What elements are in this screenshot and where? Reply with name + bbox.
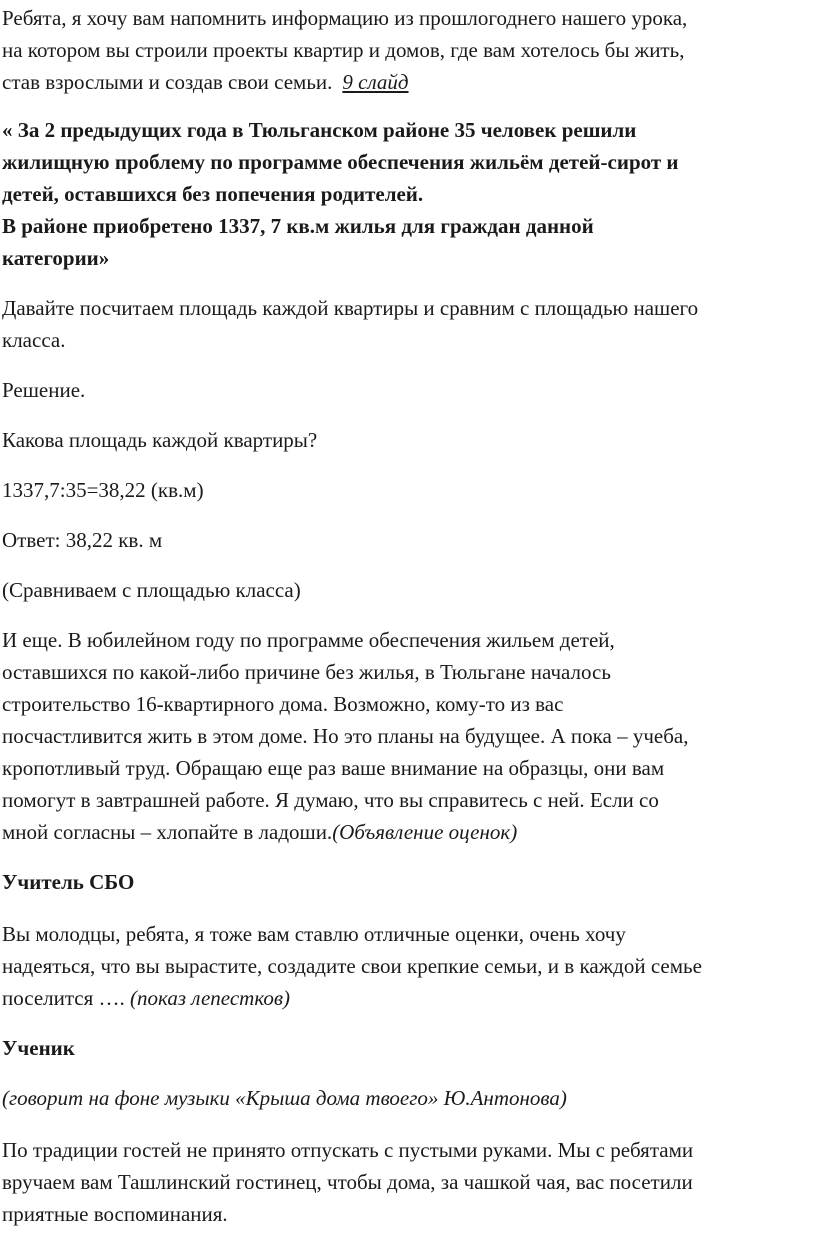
text-line: надеяться, что вы вырастите, создадите свои крепкие семьи, и в каждой семье [2, 954, 702, 978]
text-line: помогут в завтрашней работе. Я думаю, что вы справитесь с ней. Если со [2, 788, 659, 812]
speaker-student: Ученик [2, 1036, 75, 1060]
calculation-text: 1337,7:35=38,22 (кв.м) [2, 478, 204, 502]
teacher-paragraph [2, 918, 814, 1014]
text-line: Ребята, я хочу вам напомнить информацию из прошлогоднего нашего урока, [2, 6, 688, 30]
compare-text: (Сравниваем с площадью класса) [2, 578, 301, 602]
text-line: класса. [2, 328, 66, 352]
text-line: По традиции гостей не принято отпускать с пустыми руками. Мы с ребятами [2, 1138, 694, 1162]
text-line [2, 66, 814, 98]
question-text: Какова площадь каждой квартиры? [2, 428, 318, 452]
text-line: приятные воспоминания. [2, 1202, 228, 1226]
solution-label: Решение. [2, 378, 86, 402]
quote-paragraph [2, 114, 792, 274]
closing-paragraph [2, 624, 814, 848]
text-line: Вы молодцы, ребята, я тоже вам ставлю отличные оценки, очень хочу [2, 922, 626, 946]
stage-direction: (говорит на фоне музыки «Крыша дома твоего» Ю.Антонова) [2, 1086, 567, 1110]
text-line: строительство 16-квартирного дома. Возможно, кому-то из вас [2, 692, 564, 716]
text-line: вручаем вам Ташлинский гостинец, чтобы дома, за чашкой чая, вас посетили [2, 1170, 693, 1194]
text-line: жилищную проблему по программе обеспечения жильём детей-сирот и [2, 150, 679, 174]
text-line-content: став взрослыми и создав свои семьи. [2, 70, 333, 94]
stage-note: (показ лепестков) [130, 986, 290, 1010]
text-line: В районе приобретено 1337, 7 кв.м жилья для граждан данной [2, 214, 594, 238]
text-line-content: мной согласны – хлопайте в ладоши. [2, 820, 333, 844]
text-line: детей, оставшихся без попечения родителей. [2, 182, 424, 206]
text-line [2, 816, 814, 848]
text-line: Давайте посчитаем площадь каждой квартиры и сравним с площадью нашего [2, 296, 699, 320]
text-line-content: поселится …. [2, 986, 125, 1010]
slide-link[interactable]: 9 слайд [342, 70, 409, 94]
task-paragraph [2, 292, 814, 356]
text-line: « За 2 предыдущих года в Тюльганском районе 35 человек решили [2, 118, 637, 142]
answer-text: Ответ: 38,22 кв. м [2, 528, 163, 552]
text-line: оставшихся по какой-либо причине без жилья, в Тюльгане началось [2, 660, 611, 684]
stage-note: (Объявление оценок) [332, 820, 518, 844]
text-line: на котором вы строили проекты квартир и домов, где вам хотелось бы жить, [2, 38, 685, 62]
text-line [2, 982, 814, 1014]
text-line: кропотливый труд. Обращаю еще раз ваше внимание на образцы, они вам [2, 756, 665, 780]
speaker-teacher: Учитель СБО [2, 870, 135, 894]
text-line: И еще. В юбилейном году по программе обеспечения жильем детей, [2, 628, 615, 652]
intro-paragraph [2, 2, 814, 98]
text-line: категории» [2, 246, 110, 270]
text-line: посчастливится жить в этом доме. Но это планы на будущее. А пока – учеба, [2, 724, 689, 748]
student-paragraph [2, 1134, 814, 1230]
